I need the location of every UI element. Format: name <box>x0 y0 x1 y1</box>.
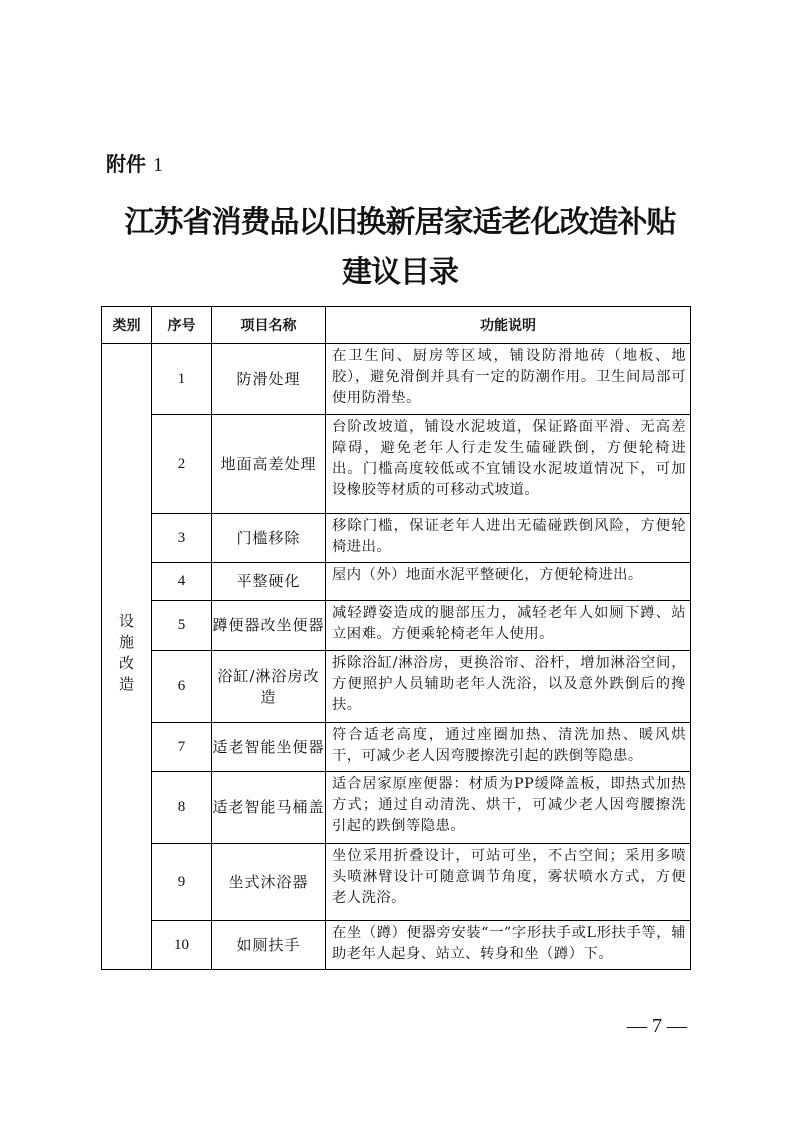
row-number: 3 <box>152 514 212 563</box>
item-description: 在坐（蹲）便器旁安装“一”字形扶手或L形扶手等，辅助老年人起身、站立、转身和坐（蹲）下。 <box>326 921 691 970</box>
table-row <box>102 651 691 723</box>
row-number: 10 <box>152 921 212 970</box>
item-description: 拆除浴缸/淋浴房，更换浴帘、浴杆，增加淋浴空间，方便照护人员辅助老年人洗浴，以及意外跌倒后的搀扶。 <box>326 651 691 723</box>
column-header-description: 功能说明 <box>326 307 691 344</box>
item-description: 减轻蹲姿造成的腿部压力，减轻老年人如厕下蹲、站立困难。方便乘轮椅老年人使用。 <box>326 601 691 651</box>
item-name: 浴缸/淋浴房改造 <box>212 651 326 723</box>
attachment-number: 1 <box>152 154 163 176</box>
table-header-row <box>102 307 691 344</box>
table-row <box>102 844 691 921</box>
document-title-line2: 建议目录 <box>342 255 458 290</box>
item-name: 坐式沐浴器 <box>212 844 326 921</box>
table-row <box>102 921 691 970</box>
item-description: 适合居家原座便器：材质为PP缓降盖板，即热式加热方式；通过自动清洗、烘干，可减少老人因弯腰擦洗引起的跌倒等隐患。 <box>326 772 691 844</box>
item-description: 符合适老高度，通过座圈加热、清洗加热、暖风烘干，可减少老人因弯腰擦洗引起的跌倒等隐患。 <box>326 723 691 772</box>
page-number: — 7 — <box>627 1015 687 1037</box>
table-row <box>102 514 691 563</box>
item-name: 适老智能马桶盖 <box>212 772 326 844</box>
row-number: 7 <box>152 723 212 772</box>
row-number: 8 <box>152 772 212 844</box>
item-name: 门槛移除 <box>212 514 326 563</box>
column-header-number: 序号 <box>152 307 212 344</box>
row-number: 5 <box>152 601 212 651</box>
row-number: 1 <box>152 344 212 415</box>
item-description: 屋内（外）地面水泥平整硬化，方便轮椅进出。 <box>326 563 691 601</box>
row-number: 2 <box>152 415 212 514</box>
subsidy-catalog-table <box>101 306 691 970</box>
table-row <box>102 601 691 651</box>
table-row <box>102 415 691 514</box>
item-name: 防滑处理 <box>212 344 326 415</box>
row-number: 4 <box>152 563 212 601</box>
column-header-item-name: 项目名称 <box>212 307 326 344</box>
item-name: 地面高差处理 <box>212 415 326 514</box>
item-name: 如厕扶手 <box>212 921 326 970</box>
item-name: 平整硬化 <box>212 563 326 601</box>
table-row <box>102 344 691 415</box>
column-header-category: 类别 <box>102 307 152 344</box>
row-number: 9 <box>152 844 212 921</box>
item-description: 坐位采用折叠设计，可站可坐，不占空间；采用多喷头喷淋臂设计可随意调节角度，雾状喷水方式，方便老人洗浴。 <box>326 844 691 921</box>
category-label: 设施改造 <box>117 612 135 697</box>
item-description: 移除门槛，保证老年人进出无磕碰跌倒风险，方便轮椅进出。 <box>326 514 691 563</box>
row-number: 6 <box>152 651 212 723</box>
item-description: 在卫生间、厨房等区域，铺设防滑地砖（地板、地胶），避免滑倒并具有一定的防潮作用。卫生间局部可使用防滑垫。 <box>326 344 691 415</box>
item-name: 适老智能坐便器 <box>212 723 326 772</box>
item-description: 台阶改坡道，铺设水泥坡道，保证路面平滑、无高差障碍，避免老年人行走发生磕碰跌倒，方便轮椅进出。门槛高度较低或不宜铺设水泥坡道情况下，可加设橡胶等材质的可移动式坡道。 <box>326 415 691 514</box>
document-title-line1: 江苏省消费品以旧换新居家适老化改造补贴 <box>124 205 676 240</box>
table-row <box>102 772 691 844</box>
item-name: 蹲便器改坐便器 <box>212 601 326 651</box>
category-cell <box>102 344 152 970</box>
attachment-label <box>106 148 163 177</box>
table-row <box>102 723 691 772</box>
table-row <box>102 563 691 601</box>
attachment-text: 附件 <box>106 152 146 176</box>
